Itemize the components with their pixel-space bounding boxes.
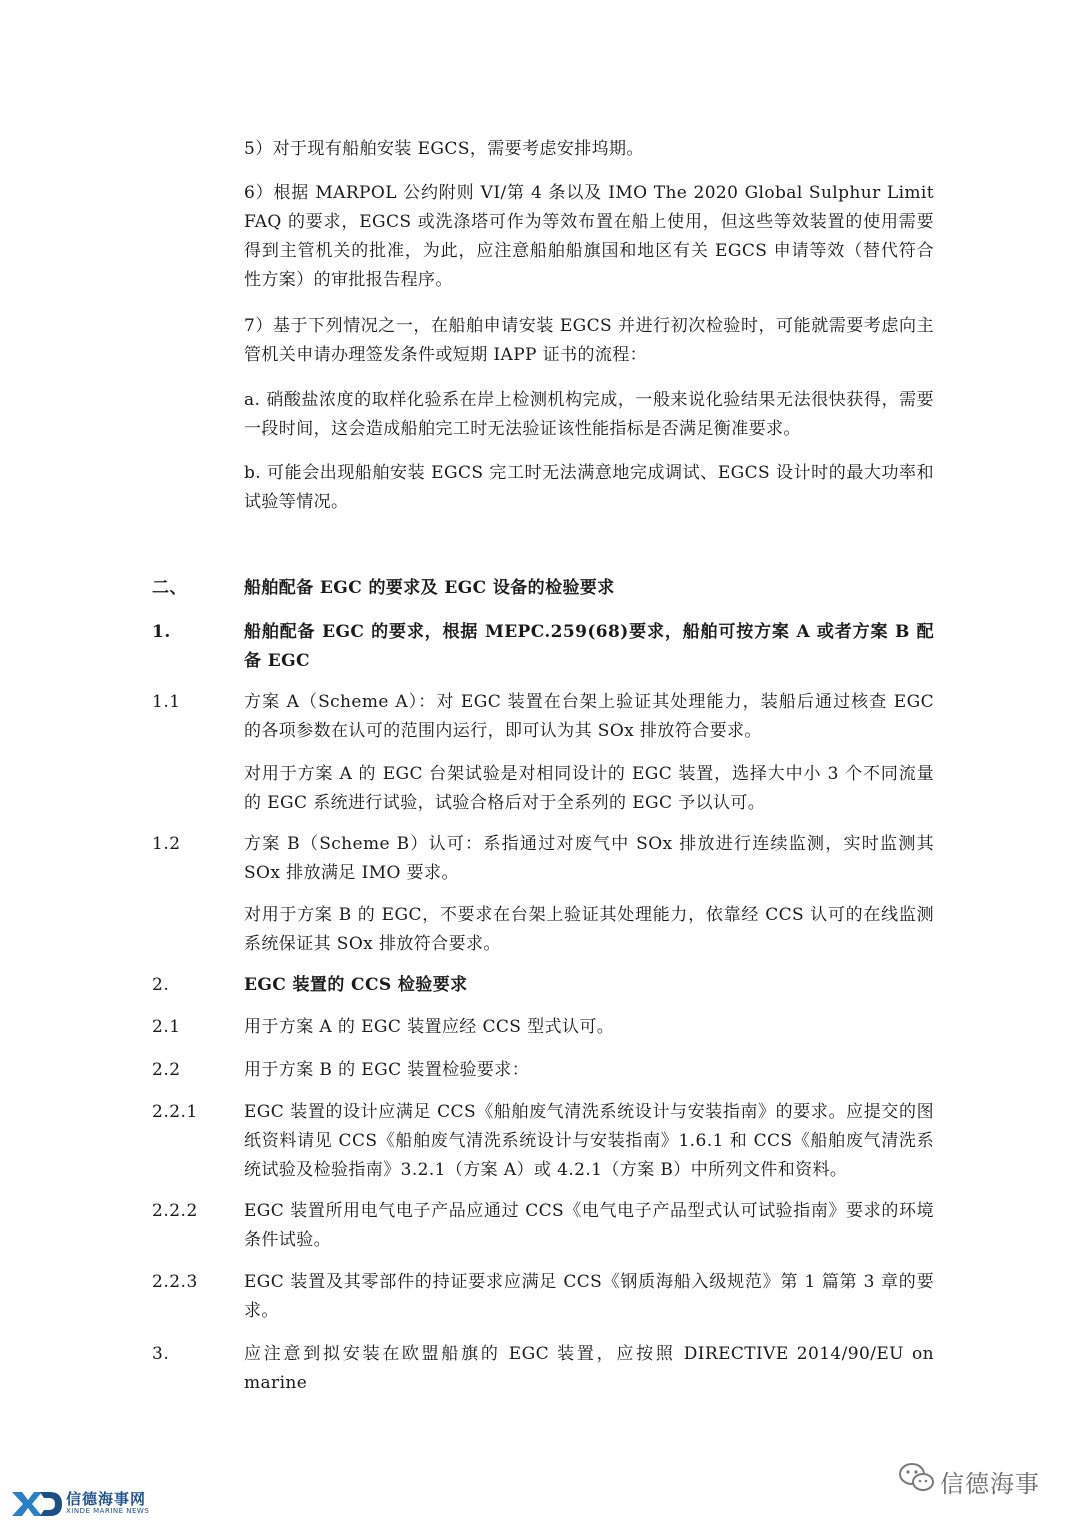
- paragraph-5: 5）对于现有船舶安装 EGCS，需要考虑安排坞期。: [244, 139, 644, 159]
- section-number: 2.2: [152, 1060, 181, 1080]
- logo-chinese-name: 信德海事网: [66, 1490, 147, 1508]
- section-text: 用于方案 B 的 EGC 装置检验要求：: [244, 1060, 530, 1080]
- section-text: EGC 装置及其零部件的持证要求应满足 CCS《钢质海船入级规范》第 1 篇第 3 章的要求。: [244, 1272, 934, 1321]
- paragraph-b: b. 可能会出现船舶安装 EGCS 完工时无法满意地完成调试、EGCS 设计时的最大功率和试验等情况。: [244, 463, 934, 512]
- section-text: 对用于方案 B 的 EGC，不要求在台架上验证其处理能力，依靠经 CCS 认可的在线监测系统保证其 SOx 排放符合要求。: [244, 905, 934, 954]
- section-number: 2.2.2: [152, 1201, 198, 1221]
- paragraph-a: a. 硝酸盐浓度的取样化验系在岸上检测机构完成，一般来说化验结果无法很快获得，需要一段时间，这会造成船舶完工时无法验证该性能指标是否满足衡准要求。: [244, 390, 934, 439]
- wechat-account-name: 信德海事: [940, 1470, 1040, 1498]
- section-text: 船舶配备 EGC 的要求及 EGC 设备的检验要求: [244, 578, 615, 598]
- wechat-watermark: [898, 1460, 1058, 1500]
- logo-english-name: XINDE MARINE NEWS: [66, 1507, 150, 1515]
- paragraph-6: 6）根据 MARPOL 公约附则 VI/第 4 条以及 IMO The 2020 Global Sulphur Limit FAQ 的要求，EGCS 或洗涤塔可作为等效布置在船上使用，但这些等效装置的使用需要得到主管机关的批准，为此，应注意船舶船旗国和地区有关 EGCS 申请等效（替代符合性方案）的审批报告程序。: [244, 183, 934, 290]
- section-number: 2.1: [152, 1017, 181, 1037]
- section-number: 1.1: [152, 692, 181, 712]
- section-text: 用于方案 A 的 EGC 装置应经 CCS 型式认可。: [244, 1017, 615, 1037]
- section-text: EGC 装置的设计应满足 CCS《船舶废气清洗系统设计与安装指南》的要求。应提交的图纸资料请见 CCS《船舶废气清洗系统设计与安装指南》1.6.1 和 CCS《船舶废气清洗系统试验及检验指南》3.2.1（方案 A）或 4.2.1（方案 B）中所列文件和资料。: [244, 1102, 934, 1180]
- section-number: 2.2.3: [152, 1272, 198, 1292]
- section-number: 1.: [152, 622, 171, 642]
- xinde-marine-news-logo: [10, 1488, 160, 1520]
- logo-mark-text: XD: [10, 1488, 12, 1489]
- section-number: 2.: [152, 975, 170, 995]
- section-number: 3.: [152, 1344, 170, 1364]
- section-text: EGC 装置所用电气电子产品应通过 CCS《电气电子产品型式认可试验指南》要求的环境条件试验。: [244, 1201, 934, 1250]
- section-text: 船舶配备 EGC 的要求，根据 MEPC.259(68)要求，船舶可按方案 A 或者方案 B 配备 EGC: [244, 622, 934, 671]
- section-number: 二、: [152, 578, 187, 598]
- paragraph-7: 7）基于下列情况之一，在船舶申请安装 EGCS 并进行初次检验时，可能就需要考虑向主管机关申请办理签发条件或短期 IAPP 证书的流程：: [244, 316, 934, 365]
- section-text: 方案 B（Scheme B）认可：系指通过对废气中 SOx 排放进行连续监测，实时监测其 SOx 排放满足 IMO 要求。: [244, 834, 934, 883]
- section-text: EGC 装置的 CCS 检验要求: [244, 975, 468, 995]
- section-text: 应注意到拟安装在欧盟船旗的 EGC 装置，应按照 DIRECTIVE 2014/90/EU on marine: [244, 1344, 934, 1393]
- section-text: 方案 A（Scheme A）：对 EGC 装置在台架上验证其处理能力，装船后通过核查 EGC 的各项参数在认可的范围内运行，即可认为其 SOx 排放符合要求。: [244, 692, 934, 741]
- wechat-icon: [898, 1462, 936, 1494]
- section-text: 对用于方案 A 的 EGC 台架试验是对相同设计的 EGC 装置，选择大中小 3 个不同流量的 EGC 系统进行试验，试验合格后对于全系列的 EGC 予以认可。: [244, 764, 934, 813]
- xd-logo-icon: [10, 1488, 62, 1520]
- section-number: 1.2: [152, 834, 181, 854]
- section-number: 2.2.1: [152, 1102, 198, 1122]
